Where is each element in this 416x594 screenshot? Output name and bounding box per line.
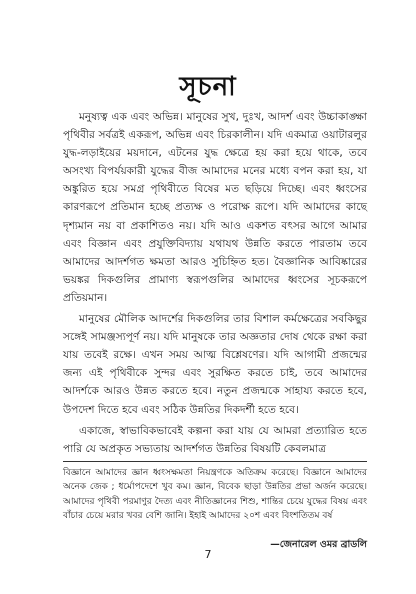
footnote-quote [63,466,367,524]
footnote-text: বিজ্ঞানে আমাদের জ্ঞান ধ্বংসক্ষমতা নিয়ন্ত্রণকে অতিক্রম করেছে। বিজ্ঞানে আমাদের অনেক জেক ; ধর্মোপদেশে খুব কম। জ্ঞান, বিবেক ছাড়া উন্নতির প্রভা অর্জন করেছে। আমাদের পৃথিবী পরমাণুর দৈত্য এবং নীতিজ্ঞানের শিশু, শান্তির চেয়ে যুদ্ধের বিষয় এবং বাঁচার চেয়ে মরার খবর বেশি জানি। ইহাই আমাদের ২০শ এবং বিংশতিতম বর্ষ [63,468,367,522]
paragraph-2: মানুষের মৌলিক আদর্শের দিকগুলির তার বিশাল কর্মক্ষেত্রের সবকিছুর সঙ্গেই সামঞ্জস্যপূর্ণ নয়। যদি মানুষকে তার অজ্ঞতার দোষ থেকে রক্ষা করা যায় তবেই রক্ষে। এখন সময় আত্ম বিশ্লেষণের। যদি আগামী প্রজন্মের জন্য এই পৃথিবীকে সুন্দর এবং সুরক্ষিত করতে চাই, তবে আমাদের আদর্শকে আরও উন্নত করতে হবে। নতুন প্রজন্মকে সাহায্য করতে হবে, উপদেশ দিতে হবে এবং সঠিক উন্নতির দিকদর্শী হতে হবে। [63,313,367,416]
footnote-divider [63,461,367,462]
body-text [63,108,367,458]
quote-attribution: —জেনারেল ওমর ব্রাডলি [270,539,367,550]
paragraph-1: মনুষ্যত্ব এক এবং অভিন্ন। মানুষের সুখ, দুঃখ, আদর্শ এবং উচ্চাকাঙ্ক্ষা পৃথিবীর সর্বত্রই একরূপ, অভিন্ন এবং চিরকালীন। যদি একমাত্র ওয়াটারলুর যুদ্ধ-লড়াইয়ের ময়দানে, এটনের যুদ্ধ ক্ষেত্রে হয় করা হয়ে থাকে, তবে অসংখ্য বিপর্যয়কারী যুদ্ধের বীজ আমাদের মনের মধ্যে বপন করা হয়, যা অঙ্কুরিত হয়ে সমগ্র পৃথিবীতে বিষের মত ছড়িয়ে দিচ্ছে। এবং ধ্বংসের কারণরূপে প্রতিমান হচ্ছে প্রত্যক্ষ ও পরোক্ষ রূপে। যদি আমাদের কাছে দৃশ্যমান নয় বা প্রকাশিতও নয়। যদি আও একশত বৎসর আগে আমার এবং বিজ্ঞান এবং প্রযুক্তিবিদ্যায় যথাযথ উন্নতি করতে পারতাম তবে আমাদের আদর্শগত ক্ষমতা আরও সুচিহ্নিত হত। বৈজ্ঞানিক আবিষ্কারের ভয়ঙ্কর দিকগুলির প্রামাণ্য স্বরূপগুলির আমাদের ধ্বংসের সূচকরূপে প্রতিয়মান। [63,111,367,304]
chapter-title: সূচনা [179,72,237,102]
page-number: 7 [204,548,212,561]
paragraph-3: একাজে, স্বাভাবিকভাবেই কল্পনা করা যায় যে আমরা প্রত্যারিত হতে পারি যে অপ্রকৃত সভ্যতায় আদর্শগত উন্নতির বিষয়টি কেবলমাত্র [63,424,367,455]
